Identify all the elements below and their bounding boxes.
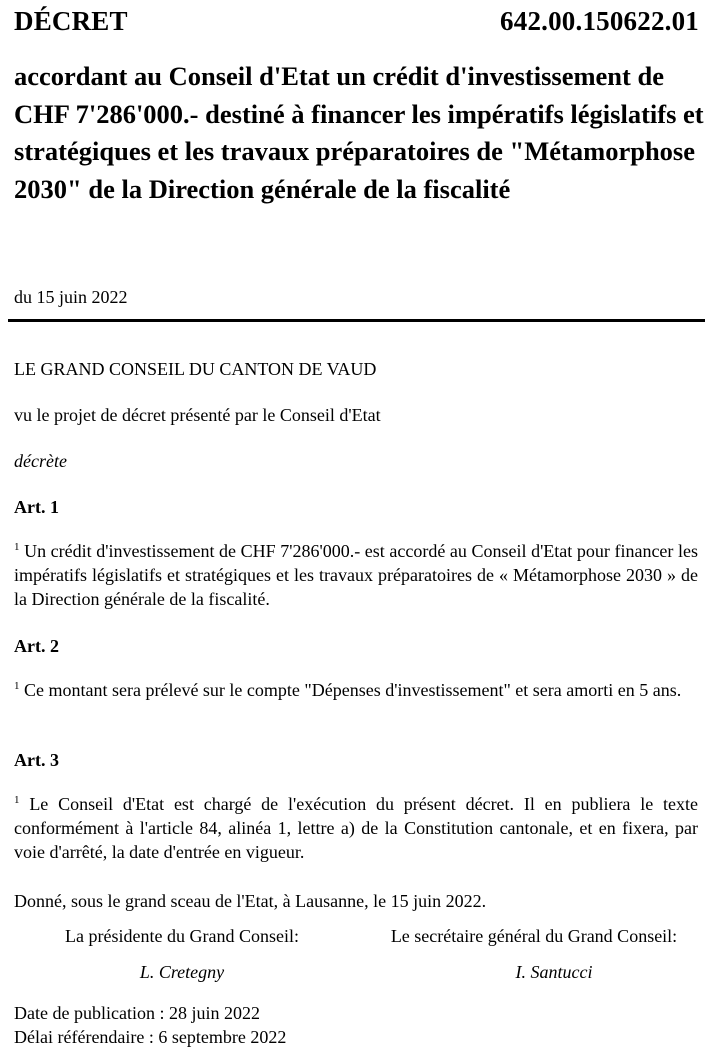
right-signatory-name: I. Santucci [515,962,593,982]
article-3-heading: Art. 3 [14,750,59,770]
decrees-word: décrète [14,451,67,471]
article-2-text: Ce montant sera prélevé sur le compte "Dépenses d'investissement" et sera amorti en 5 ans. [24,680,682,700]
article-3-alinea: 1 [14,794,20,806]
document-type: DÉCRET [14,6,128,36]
divider [8,319,705,322]
authority: LE GRAND CONSEIL DU CANTON DE VAUD [14,359,377,379]
referendum-deadline: Délai référendaire : 6 septembre 2022 [14,1027,287,1047]
article-2-alinea: 1 [14,680,20,692]
right-signatory-role: Le secrétaire général du Grand Conseil: [390,926,678,946]
article-2-heading: Art. 2 [14,636,59,656]
article-1-heading: Art. 1 [14,497,59,517]
left-signatory-role: La présidente du Grand Conseil: [65,926,299,946]
preamble: vu le projet de décret présenté par le Conseil d'Etat [14,405,381,425]
left-signatory-name: L. Cretegny [139,962,225,982]
article-1-body [14,539,698,611]
header [14,6,699,37]
decree-title: accordant au Conseil d'Etat un crédit d'investissement de CHF 7'286'000.- destiné à financer les impératifs législatifs et stratégiques et les travaux préparatoires de "Métamorphose 2030" de la Direction générale de la fiscalité [14,61,704,204]
article-2-body [14,678,698,702]
article-3-body [14,792,698,864]
decree-date: du 15 juin 2022 [14,287,128,307]
article-1-alinea: 1 [14,541,20,553]
document-reference: 642.00.150622.01 [500,6,699,36]
publication-date: Date de publication : 28 juin 2022 [14,1003,260,1023]
article-1-text: Un crédit d'investissement de CHF 7'286'000.- est accordé au Conseil d'Etat pour financer les impératifs législatifs et stratégiques et les travaux préparatoires de « Métamorphose 2030 » de la Direction générale de la fiscalité. [14,541,698,609]
given-statement: Donné, sous le grand sceau de l'Etat, à Lausanne, le 15 juin 2022. [14,891,487,911]
article-3-text: Le Conseil d'Etat est chargé de l'exécution du présent décret. Il en publiera le texte conformément à l'article 84, alinéa 1, lettre a) de la Constitution cantonale, et en fixera, par voie d'arrêté, la date d'entrée en vigueur. [14,794,699,862]
